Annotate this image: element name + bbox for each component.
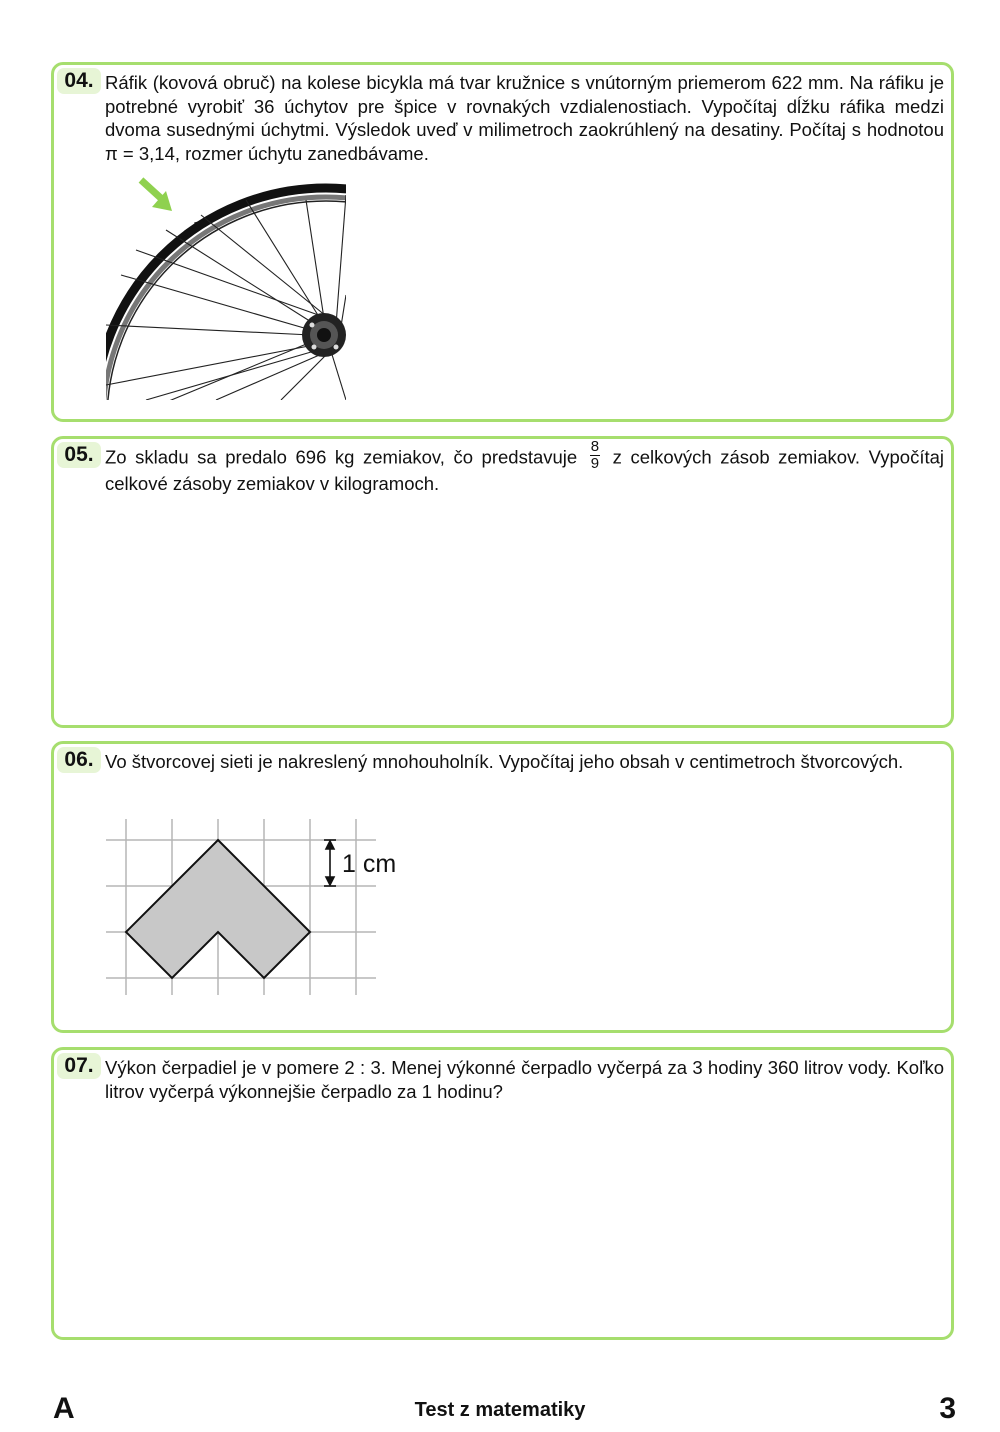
task-number: 07.	[57, 1053, 101, 1079]
fraction	[590, 439, 600, 472]
task-06	[51, 741, 954, 1033]
task-text: Ráfik (kovová obruč) na kolese bicykla má tvar kružnice s vnútorným priemerom 622 mm. Na ráfiku je potrebné vyrobiť 36 úchytov pre špice v rovnakých vzdialenostiach. Vypočítaj dĺžku ráfika medzi dvoma susednými úchytmi. Výsledok uveď v milimetroch zaokrúhlený na desatiny. Počítaj s hodnotou π = 3,14, rozmer úchytu zanedbávame.	[105, 72, 944, 164]
task-04	[51, 62, 954, 422]
task-05	[51, 436, 954, 728]
fraction-numerator: 8	[590, 438, 600, 455]
text-before: Zo skladu sa predalo 696 kg zemiakov, čo predstavuje	[105, 446, 578, 468]
task-number: 05.	[57, 442, 101, 468]
task-07	[51, 1047, 954, 1340]
task-number: 04.	[57, 68, 101, 94]
polygon-grid-figure	[104, 817, 424, 1002]
task-text	[105, 438, 945, 496]
bicycle-wheel-figure	[106, 175, 346, 405]
text-after: z celkových zásob zemiakov. Vypočítaj celkové zásoby zemiakov v kilogramoch.	[105, 446, 945, 494]
green-arrow-icon	[141, 180, 172, 211]
fraction-denominator: 9	[590, 455, 600, 472]
task-number: 06.	[57, 747, 101, 773]
scale-marker	[324, 840, 336, 886]
footer-variant: A	[53, 1392, 75, 1425]
task-text: Vo štvorcovej sieti je nakreslený mnohouholník. Vypočítaj jeho obsah v centimetroch štvorcových.	[105, 751, 904, 772]
footer-title: Test z matematiky	[414, 1399, 586, 1421]
page-number: 3	[939, 1392, 956, 1425]
hub	[302, 313, 346, 357]
scale-label: 1 cm	[342, 850, 397, 878]
task-text: Výkon čerpadiel je v pomere 2 : 3. Menej výkonné čerpadlo vyčerpá za 3 hodiny 360 litrov vody. Koľko litrov vyčerpá výkonnejšie čerpadlo za 1 hodinu?	[105, 1057, 944, 1102]
